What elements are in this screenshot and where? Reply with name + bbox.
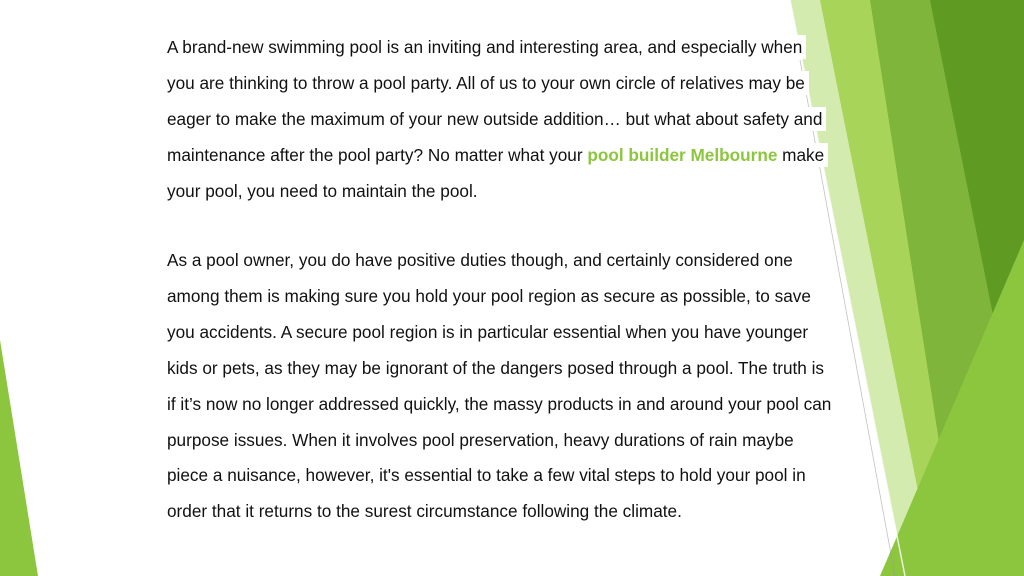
text-line: purpose issues. When it involves pool preservation, heavy durations of rain maybe	[167, 428, 798, 452]
text-line: order that it returns to the surest circumstance following the climate.	[167, 499, 686, 523]
text-line: As a pool owner, you do have positive duties though, and certainly considered one	[167, 248, 797, 272]
text-line: you are thinking to throw a pool party. All of us to your own circle of relatives may be	[167, 71, 809, 95]
text-line: you accidents. A secure pool region is in particular essential when you have younger	[167, 320, 812, 344]
text-line: your pool, you need to maintain the pool.	[167, 179, 482, 203]
text-line-with-link	[167, 143, 828, 167]
text-line: among them is making sure you hold your pool region as secure as possible, to save	[167, 284, 815, 308]
left-accent-triangle	[0, 340, 38, 576]
text-line: eager to make the maximum of your new outside addition… but what about safety and	[167, 107, 826, 131]
text-line: kids or pets, as they may be ignorant of the dangers posed through a pool. The truth is	[167, 356, 828, 380]
text-line: A brand-new swimming pool is an inviting and interesting area, and especially when	[167, 35, 806, 59]
pool-builder-link[interactable]: pool builder Melbourne	[587, 145, 778, 165]
text-line: if it’s now no longer addressed quickly, the massy products in and around your pool can	[167, 392, 835, 416]
text-span: maintenance after the pool party? No matter what your	[167, 145, 588, 165]
text-line: piece a nuisance, however, it's essential to take a few vital steps to hold your pool in	[167, 463, 810, 487]
text-span: make	[777, 145, 825, 165]
